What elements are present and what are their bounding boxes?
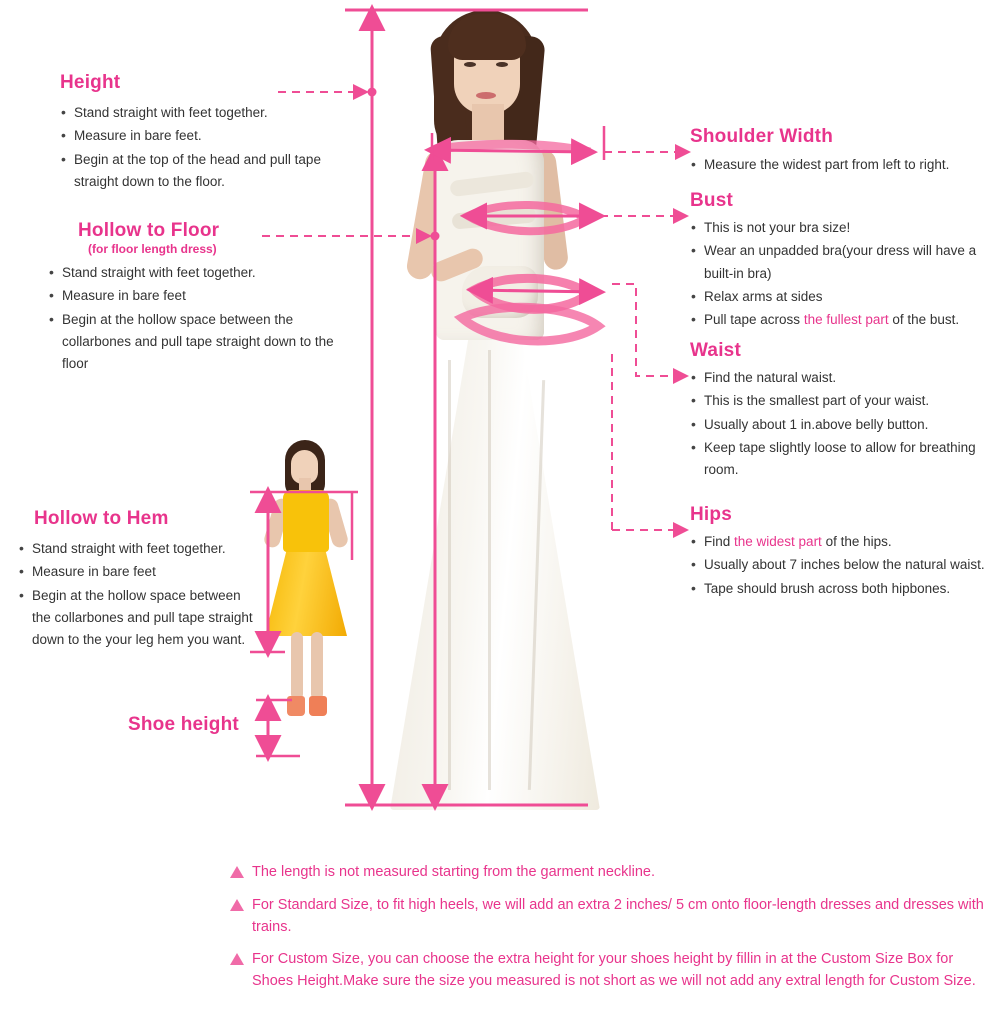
waist-heading: Waist [690, 340, 741, 361]
list-item: • Measure in bare feet [18, 561, 254, 583]
bust-section [690, 190, 995, 332]
list-item: • Usually about 1 in.above belly button. [690, 414, 990, 436]
shoulder-width-heading: Shoulder Width [690, 126, 833, 147]
footer-notes [230, 862, 990, 1004]
bust-bullets [690, 217, 995, 331]
warning-triangle-icon [230, 866, 244, 878]
shoe-height-section [128, 714, 239, 736]
note-text: For Standard Size, to fit high heels, we will add an extra 2 inches/ 5 cm onto floor-length dresses and dresses with trains. [252, 896, 984, 935]
warning-triangle-icon [230, 953, 244, 965]
hips-section [690, 504, 990, 601]
hips-emphasis: the widest part [734, 534, 822, 549]
hollow-to-hem-bullets [18, 538, 254, 651]
bust-heading: Bust [690, 190, 734, 211]
hollow-to-floor-section [48, 220, 338, 376]
list-item: • Stand straight with feet together. [18, 538, 254, 560]
hollow-to-floor-subtitle: (for floor length dress) [88, 242, 217, 256]
shoulder-width-bullets [690, 154, 990, 176]
list-item: • Relax arms at sides [690, 286, 995, 308]
height-heading: Height [60, 72, 121, 93]
list-item: • Find the natural waist. [690, 367, 990, 389]
list-item: • Stand straight with feet together. [60, 102, 330, 124]
list-item: • Usually about 7 inches below the natural waist. [690, 554, 990, 576]
waist-section [690, 340, 990, 482]
shoulder-width-section [690, 126, 990, 177]
hollow-to-floor-bullets [48, 262, 338, 375]
list-item: • Begin at the hollow space between the collarbones and pull tape straight down to the floor [48, 309, 338, 376]
hollow-to-hem-section [18, 508, 254, 652]
hips-heading: Hips [690, 504, 732, 525]
list-item: • This is not your bra size! [690, 217, 995, 239]
list-item-hips-widest: • Find the widest part of the hips. [690, 531, 990, 553]
list-item: • Measure in bare feet. [60, 125, 330, 147]
list-item: • Wear an unpadded bra(your dress will have a built-in bra) [690, 240, 995, 285]
note-item [230, 949, 990, 993]
note-text: The length is not measured starting from the garment neckline. [252, 864, 655, 880]
hollow-to-hem-heading: Hollow to Hem [34, 508, 169, 529]
list-item: • Stand straight with feet together. [48, 262, 338, 284]
shoe-height-heading: Shoe height [128, 714, 239, 735]
list-item: • Begin at the top of the head and pull tape straight down to the floor. [60, 149, 330, 194]
note-item [230, 862, 990, 884]
height-bullets [60, 102, 330, 193]
list-item: • This is the smallest part of your waist. [690, 390, 990, 412]
hips-bullets [690, 531, 990, 600]
hollow-to-floor-heading: Hollow to Floor [78, 220, 220, 241]
list-item: • Keep tape slightly loose to allow for breathing room. [690, 437, 990, 482]
list-item: • Measure in bare feet [48, 285, 338, 307]
note-item [230, 895, 990, 939]
list-item: • Tape should brush across both hipbones. [690, 578, 990, 600]
list-item: • Begin at the hollow space between the collarbones and pull tape straight down to the your leg hem you want. [18, 585, 254, 652]
bust-emphasis: the fullest part [803, 312, 889, 328]
waist-bullets [690, 367, 990, 481]
note-text: For Custom Size, you can choose the extra height for your shoes height by fillin in at the Custom Size Box for Shoes Height.Make sure the size you measured is not short as we will not add any extral length for Custom Size. [252, 951, 976, 989]
height-section [60, 72, 330, 194]
warning-triangle-icon [230, 899, 244, 911]
list-item-bust-fullest: • Pull tape across the fullest part of the bust. [690, 309, 995, 331]
list-item: • Measure the widest part from left to right. [690, 154, 990, 176]
